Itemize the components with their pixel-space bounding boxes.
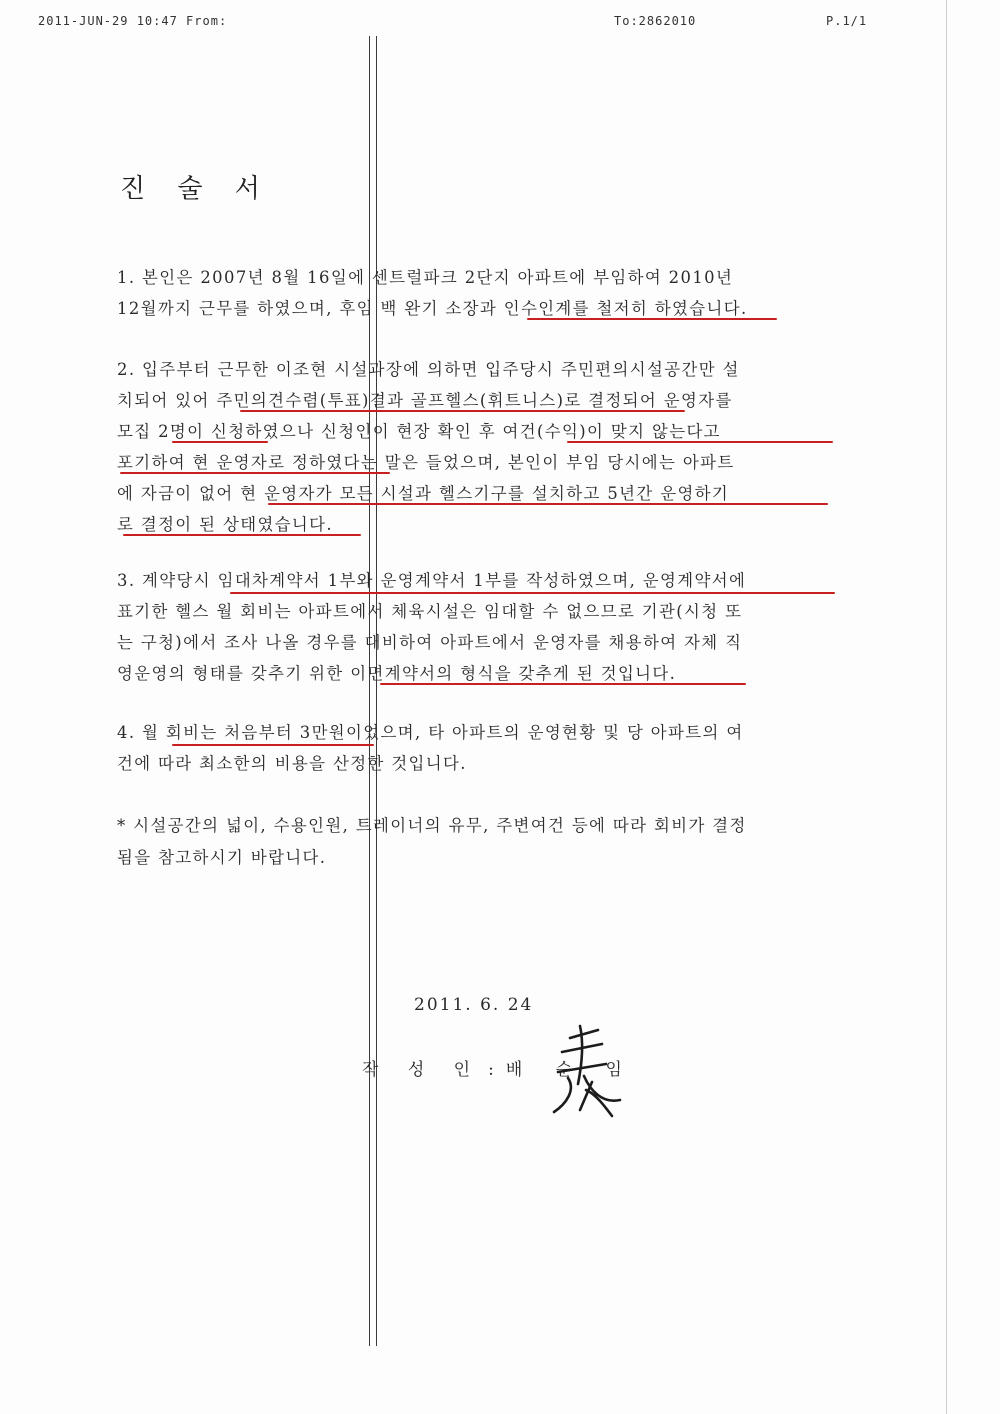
author-label: 작 성 인 <box>362 1060 483 1080</box>
paragraph-line: 표기한 헬스 월 회비는 아파트에서 체육시설은 임대할 수 없으므로 기관(시청 또 <box>117 602 743 621</box>
highlight-underline <box>380 683 746 685</box>
paragraph-line: 12월까지 근무를 하였으며, 후임 백 완기 소장과 인수인계를 철저히 하였습니다. <box>117 299 748 318</box>
fold-line-right <box>376 36 377 1346</box>
paragraph-line: 는 구청)에서 조사 나올 경우를 대비하여 아파트에서 운영자를 채용하여 자체 직 <box>117 633 743 652</box>
fax-page-number: P.1/1 <box>826 14 868 28</box>
paragraph-line: 2. 입주부터 근무한 이조현 시설과장에 의하면 입주당시 주민편의시설공간만 설 <box>117 360 740 379</box>
author-colon: : <box>488 1060 494 1080</box>
highlight-underline <box>527 318 777 320</box>
fax-header <box>38 14 868 34</box>
document-title: 진 술 서 <box>120 174 272 204</box>
paragraph-3 <box>117 565 837 689</box>
paragraph-line: 치되어 있어 주민의견수렴(투표)결과 골프헬스(휘트니스)로 결정되어 운영자를 <box>117 391 733 410</box>
handwritten-signature <box>540 1020 630 1120</box>
highlight-underline <box>268 503 590 505</box>
paragraph-line: 됨을 참고하시기 바랍니다. <box>117 848 327 867</box>
footnote-paragraph <box>117 810 837 874</box>
document-date: 2011. 6. 24 <box>414 995 534 1015</box>
page-edge-line <box>946 0 947 1414</box>
paragraph-line: 영운영의 형태를 갖추기 위한 이면계약서의 형식을 갖추게 된 것입니다. <box>117 664 677 683</box>
highlight-underline <box>172 441 268 443</box>
paragraph-1 <box>117 262 837 324</box>
highlight-underline <box>120 472 390 474</box>
paragraph-line: 포기하여 현 운영자로 정하였다는 말은 들었으며, 본인이 부임 당시에는 아파트 <box>117 453 735 472</box>
highlight-underline <box>172 744 374 746</box>
highlight-underline <box>240 410 685 412</box>
fax-sent-info: 2011-JUN-29 10:47 From: <box>38 14 228 28</box>
paragraph-4 <box>117 717 837 779</box>
author-name: 배 순 임 <box>505 1060 636 1080</box>
paragraph-2 <box>117 354 837 540</box>
highlight-underline <box>123 534 361 536</box>
paragraph-line: 건에 따라 최소한의 비용을 산정한 것입니다. <box>117 754 467 773</box>
highlight-underline <box>580 503 828 505</box>
fax-recipient: To:2862010 <box>614 14 697 28</box>
paragraph-line: 1. 본인은 2007년 8월 16일에 센트럴파크 2단지 아파트에 부임하여 2010년 <box>117 268 734 287</box>
highlight-underline <box>230 592 835 594</box>
paragraph-line: * 시설공간의 넓이, 수용인원, 트레이너의 유무, 주변여건 등에 따라 회비가 결정 <box>117 816 747 835</box>
paragraph-line: 로 결정이 된 상태였습니다. <box>117 515 334 534</box>
paragraph-line: 모집 2명이 신청하였으나 신청인이 현장 확인 후 여건(수익)이 맞지 않는다고 <box>117 422 721 441</box>
fold-line-left <box>369 36 370 1346</box>
paragraph-line: 4. 월 회비는 처음부터 3만원이었으며, 타 아파트의 운영현황 및 당 아파트의 여 <box>117 723 744 742</box>
highlight-underline <box>567 441 833 443</box>
paragraph-line: 3. 계약당시 임대차계약서 1부와 운영계약서 1부를 작성하였으며, 운영계약서에 <box>117 571 747 590</box>
paragraph-line: 에 자금이 없어 현 운영자가 모든 시설과 헬스기구를 설치하고 5년간 운영하기 <box>117 484 730 503</box>
